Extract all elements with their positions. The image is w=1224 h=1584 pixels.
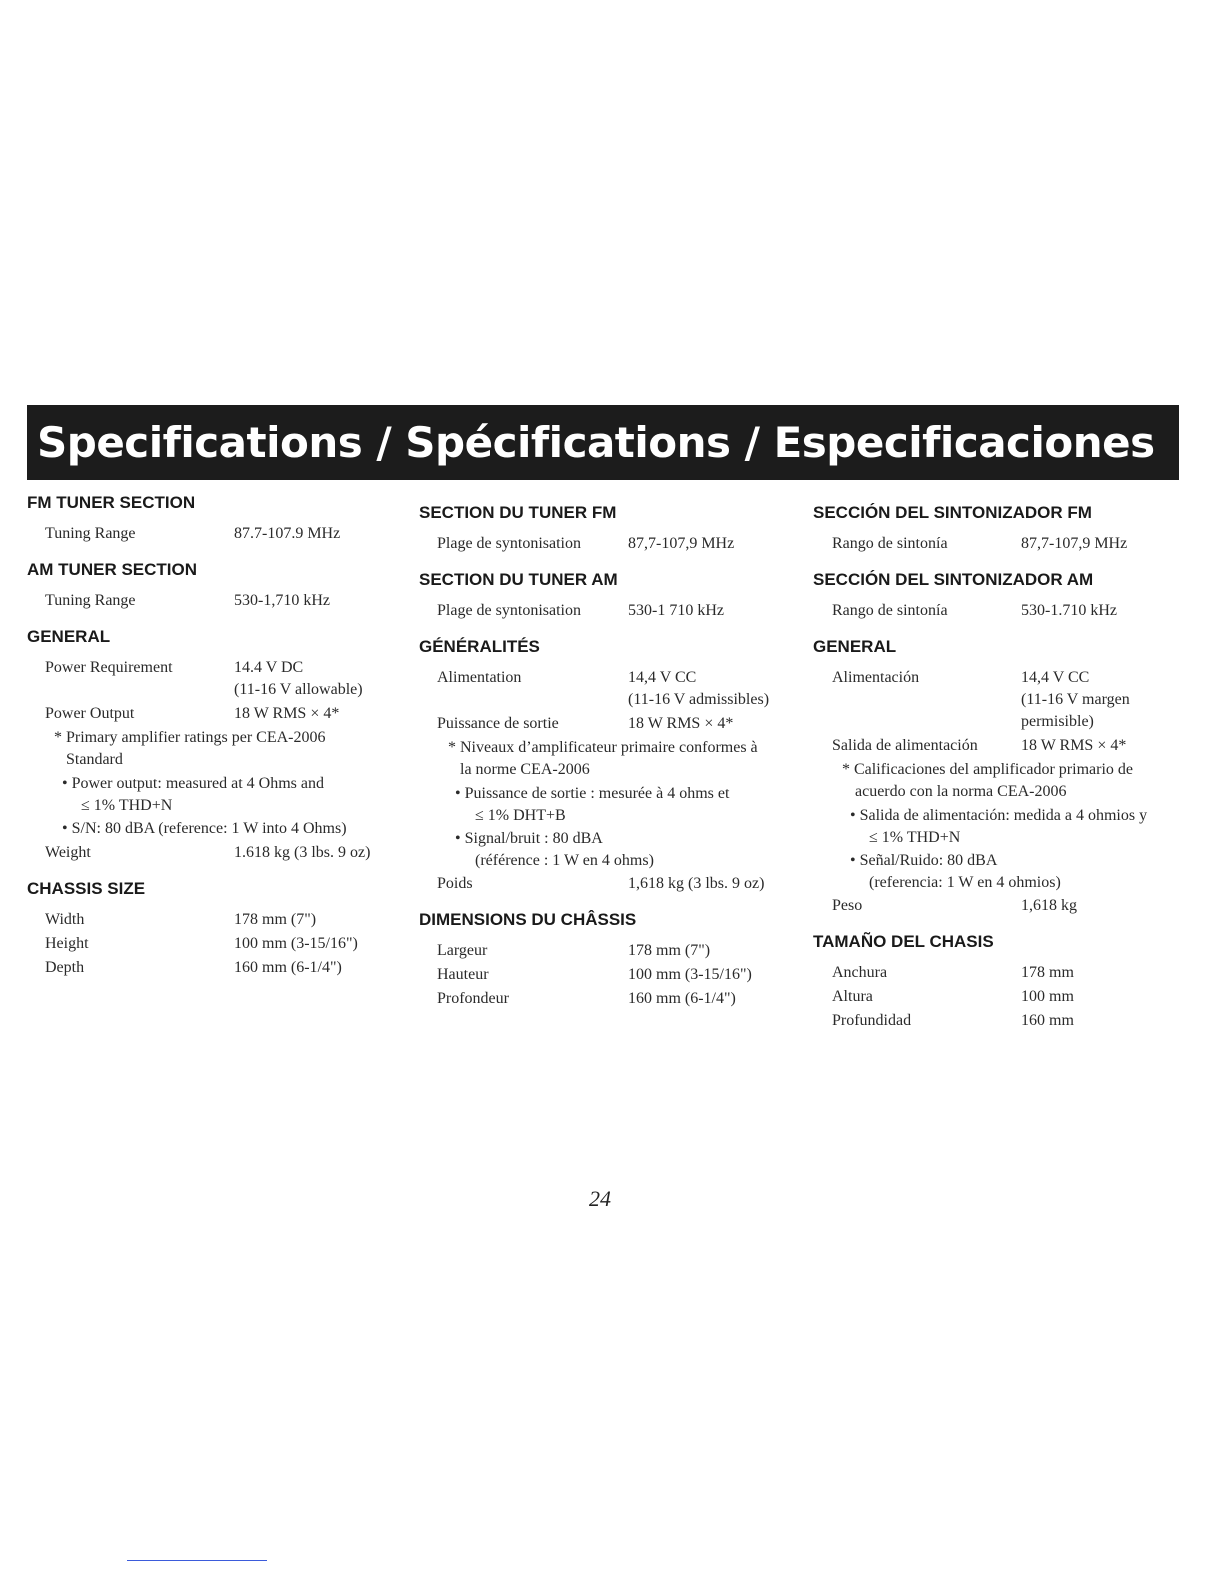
fm-tuner-heading: FM TUNER SECTION — [27, 493, 196, 512]
weight-value: 1,618 kg (3 lbs. 9 oz) — [628, 875, 765, 892]
height-value: 100 mm (3-15/16") — [628, 966, 752, 983]
power-requirement-value-range: (11-16 V margen — [1021, 691, 1130, 708]
fm-tuning-value: 87,7-107,9 MHz — [628, 535, 735, 552]
amplifier-note-cont: la norme CEA-2006 — [460, 761, 590, 778]
power-requirement-value: 14,4 V CC — [628, 669, 697, 686]
power-output-bullet-cont: ≤ 1% THD+N — [869, 829, 961, 846]
chassis-size-heading: DIMENSIONS DU CHÂSSIS — [419, 910, 637, 929]
depth-label: Depth — [45, 959, 85, 976]
am-tuning-label: Rango de sintonía — [832, 602, 948, 619]
power-requirement-value-range-cont: permisible) — [1021, 713, 1094, 730]
amplifier-note-cont: acuerdo con la norma CEA-2006 — [855, 783, 1067, 800]
power-output-bullet-cont: ≤ 1% THD+N — [81, 797, 173, 814]
am-tuner-heading: SECCIÓN DEL SINTONIZADOR AM — [813, 570, 1094, 589]
depth-value: 160 mm (6-1/4") — [628, 990, 736, 1007]
am-tuning-label: Tuning Range — [45, 592, 136, 609]
power-requirement-value-range: (11-16 V allowable) — [234, 681, 363, 698]
page-number: 24 — [589, 1186, 611, 1211]
am-tuning-label: Plage de syntonisation — [437, 602, 581, 619]
width-value: 178 mm — [1021, 964, 1074, 981]
weight-label: Peso — [832, 897, 863, 914]
height-value: 100 mm — [1021, 988, 1074, 1005]
amplifier-note: * Niveaux d’amplificateur primaire conformes à — [448, 739, 758, 756]
general-heading: GENERAL — [27, 627, 111, 646]
height-label: Hauteur — [437, 966, 489, 983]
amplifier-note-cont: Standard — [66, 751, 123, 768]
height-label: Height — [45, 935, 89, 952]
width-value: 178 mm (7") — [628, 942, 711, 959]
height-value: 100 mm (3-15/16") — [234, 935, 358, 952]
am-tuner-heading: AM TUNER SECTION — [27, 560, 197, 579]
am-tuning-value: 530-1 710 kHz — [628, 602, 724, 619]
height-label: Altura — [832, 988, 873, 1005]
power-output-value: 18 W RMS × 4* — [628, 715, 734, 732]
power-requirement-value: 14,4 V CC — [1021, 669, 1090, 686]
width-value: 178 mm (7") — [234, 911, 317, 928]
chassis-size-heading: CHASSIS SIZE — [27, 879, 146, 898]
am-tuning-value: 530-1,710 kHz — [234, 592, 330, 609]
general-heading: GÉNÉRALITÉS — [419, 637, 540, 656]
power-output-label: Power Output — [45, 705, 135, 722]
fm-tuning-value: 87,7-107,9 MHz — [1021, 535, 1128, 552]
power-output-bullet: • Power output: measured at 4 Ohms and — [62, 775, 324, 792]
power-output-bullet: • Puissance de sortie : mesurée à 4 ohms et — [455, 785, 730, 802]
power-requirement-label: Power Requirement — [45, 659, 173, 676]
page-title: Specifications / Spécifications / Especificaciones — [27, 405, 1179, 480]
fm-tuning-label: Rango de sintonía — [832, 535, 948, 552]
power-output-value: 18 W RMS × 4* — [1021, 737, 1127, 754]
width-label: Largeur — [437, 942, 488, 959]
amplifier-note: * Primary amplifier ratings per CEA-2006 — [54, 729, 326, 746]
footer-rule — [127, 1560, 267, 1561]
sn-bullet: • Señal/Ruido: 80 dBA — [850, 852, 998, 869]
power-requirement-label: Alimentation — [437, 669, 522, 686]
weight-value: 1,618 kg — [1021, 897, 1077, 914]
am-tuning-value: 530-1.710 kHz — [1021, 602, 1117, 619]
general-heading: GENERAL — [813, 637, 897, 656]
amplifier-note: * Calificaciones del amplificador primario de — [842, 761, 1133, 778]
fm-tuner-heading: SECCIÓN DEL SINTONIZADOR FM — [813, 503, 1092, 522]
fm-tuning-label: Tuning Range — [45, 525, 136, 542]
chassis-size-heading: TAMAÑO DEL CHASIS — [813, 932, 994, 951]
am-tuner-heading: SECTION DU TUNER AM — [419, 570, 618, 589]
power-output-bullet-cont: ≤ 1% DHT+B — [475, 807, 566, 824]
power-requirement-value-range: (11-16 V admissibles) — [628, 691, 770, 708]
weight-value: 1.618 kg (3 lbs. 9 oz) — [234, 844, 371, 861]
fm-tuning-label: Plage de syntonisation — [437, 535, 581, 552]
power-requirement-value: 14.4 V DC — [234, 659, 304, 676]
depth-value: 160 mm — [1021, 1012, 1074, 1029]
depth-label: Profundidad — [832, 1012, 912, 1029]
sn-bullet: • Signal/bruit : 80 dBA — [455, 830, 603, 847]
sn-bullet-cont: (référence : 1 W en 4 ohms) — [475, 852, 654, 869]
width-label: Width — [45, 911, 85, 928]
width-label: Anchura — [832, 964, 888, 981]
power-requirement-label: Alimentación — [832, 669, 920, 686]
sn-bullet: • S/N: 80 dBA (reference: 1 W into 4 Ohms) — [62, 820, 347, 837]
power-output-label: Salida de alimentación — [832, 737, 978, 754]
sn-bullet-cont: (referencia: 1 W en 4 ohmios) — [869, 874, 1061, 891]
weight-label: Weight — [45, 844, 91, 861]
fm-tuner-heading: SECTION DU TUNER FM — [419, 503, 617, 522]
depth-label: Profondeur — [437, 990, 509, 1007]
weight-label: Poids — [437, 875, 473, 892]
fm-tuning-value: 87.7-107.9 MHz — [234, 525, 341, 542]
power-output-bullet: • Salida de alimentación: medida a 4 ohmios y — [850, 807, 1148, 824]
power-output-value: 18 W RMS × 4* — [234, 705, 340, 722]
power-output-label: Puissance de sortie — [437, 715, 559, 732]
depth-value: 160 mm (6-1/4") — [234, 959, 342, 976]
